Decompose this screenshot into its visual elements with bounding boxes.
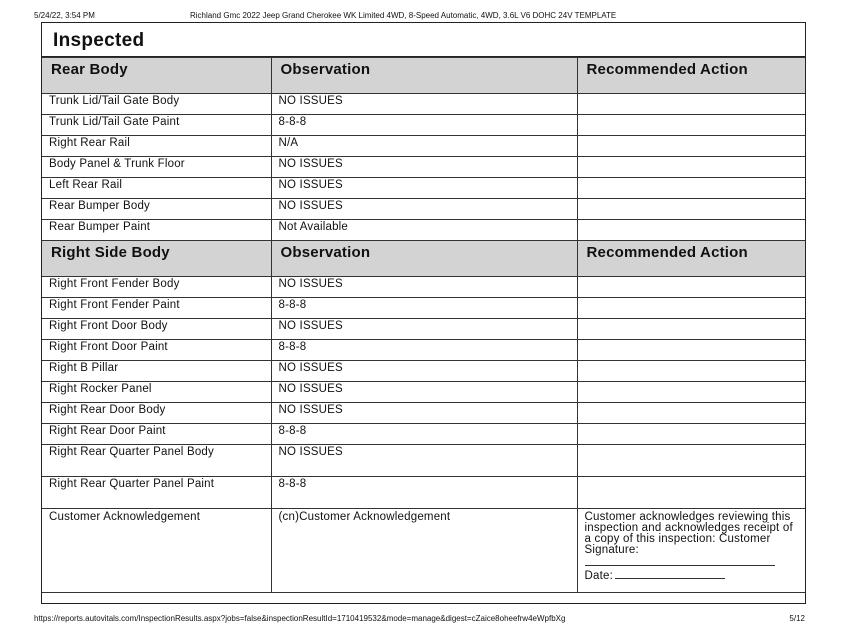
- table-row: [42, 157, 805, 178]
- observation-cell: 8-8-8: [271, 477, 577, 509]
- table-row: [42, 136, 805, 157]
- column-header-item: Rear Body: [42, 58, 271, 94]
- inspection-frame: [41, 22, 806, 604]
- observation-cell: 8-8-8: [271, 298, 577, 319]
- print-footer: [34, 614, 805, 624]
- item-cell: Right Front Fender Paint: [42, 298, 271, 319]
- action-cell: [577, 382, 805, 403]
- observation-cell: NO ISSUES: [271, 361, 577, 382]
- action-cell: [577, 136, 805, 157]
- action-cell: [577, 115, 805, 136]
- section-title: Inspected: [42, 23, 805, 57]
- print-title: Richland Gmc 2022 Jeep Grand Cherokee WK Limited 4WD, 8-Speed Automatic, 4WD, 3.6L V6 DOHC 24V TEMPLATE: [190, 11, 617, 20]
- observation-cell: NO ISSUES: [271, 319, 577, 340]
- item-cell: Right Rear Rail: [42, 136, 271, 157]
- observation-cell: NO ISSUES: [271, 382, 577, 403]
- item-cell: Right Rear Door Paint: [42, 424, 271, 445]
- item-cell: Right Rear Door Body: [42, 403, 271, 424]
- acknowledgement-observation: (cn)Customer Acknowledgement: [271, 509, 577, 593]
- observation-cell: Not Available: [271, 220, 577, 241]
- item-cell: Right Rear Quarter Panel Body: [42, 445, 271, 477]
- item-cell: Right Front Door Paint: [42, 340, 271, 361]
- item-cell: Body Panel & Trunk Floor: [42, 157, 271, 178]
- observation-cell: NO ISSUES: [271, 445, 577, 477]
- date-label: Date:: [584, 570, 613, 582]
- date-field[interactable]: [585, 571, 799, 582]
- table-row: [42, 115, 805, 136]
- action-cell: [577, 220, 805, 241]
- signature-line[interactable]: [585, 565, 775, 567]
- table-row: [42, 361, 805, 382]
- print-timestamp: 5/24/22, 3:54 PM: [34, 11, 95, 20]
- column-header-item: Right Side Body: [42, 241, 271, 277]
- acknowledgement-action: [577, 509, 805, 593]
- observation-cell: 8-8-8: [271, 424, 577, 445]
- item-cell: Right Rocker Panel: [42, 382, 271, 403]
- column-header-action: Recommended Action: [577, 241, 805, 277]
- action-cell: [577, 424, 805, 445]
- action-cell: [577, 157, 805, 178]
- table-row: [42, 424, 805, 445]
- inspection-table-body: [42, 58, 805, 593]
- observation-cell: NO ISSUES: [271, 94, 577, 115]
- item-cell: Right Rear Quarter Panel Paint: [42, 477, 271, 509]
- table-row: [42, 445, 805, 477]
- observation-cell: NO ISSUES: [271, 403, 577, 424]
- action-cell: [577, 361, 805, 382]
- page-number: 5/12: [789, 614, 805, 623]
- item-cell: Right B Pillar: [42, 361, 271, 382]
- table-row: [42, 340, 805, 361]
- table-row: [42, 382, 805, 403]
- inspection-table: [42, 57, 805, 593]
- print-header: [34, 11, 805, 21]
- observation-cell: N/A: [271, 136, 577, 157]
- item-cell: Trunk Lid/Tail Gate Paint: [42, 115, 271, 136]
- action-cell: [577, 445, 805, 477]
- item-cell: Trunk Lid/Tail Gate Body: [42, 94, 271, 115]
- table-row: [42, 220, 805, 241]
- table-row: [42, 199, 805, 220]
- column-header-action: Recommended Action: [577, 58, 805, 94]
- column-header-observation: Observation: [271, 241, 577, 277]
- observation-cell: NO ISSUES: [271, 157, 577, 178]
- item-cell: Left Rear Rail: [42, 178, 271, 199]
- table-row: [42, 298, 805, 319]
- observation-cell: 8-8-8: [271, 115, 577, 136]
- action-cell: [577, 477, 805, 509]
- rear-body-header-row: [42, 58, 805, 94]
- column-header-observation: Observation: [271, 58, 577, 94]
- action-cell: [577, 319, 805, 340]
- action-cell: [577, 94, 805, 115]
- right-side-body-header-row: [42, 241, 805, 277]
- print-url[interactable]: https://reports.autovitals.com/InspectionResults.aspx?jobs=false&inspectionResultId=1710419532&mode=manage&digest=cZaice8oheefrw4eWpfbXg: [34, 614, 566, 623]
- table-row: [42, 477, 805, 509]
- table-row: [42, 178, 805, 199]
- item-cell: Right Front Door Body: [42, 319, 271, 340]
- action-cell: [577, 277, 805, 298]
- observation-cell: NO ISSUES: [271, 178, 577, 199]
- table-row: [42, 277, 805, 298]
- acknowledgement-row: [42, 509, 805, 593]
- item-cell: Rear Bumper Paint: [42, 220, 271, 241]
- action-cell: [577, 199, 805, 220]
- action-cell: [577, 340, 805, 361]
- observation-cell: NO ISSUES: [271, 277, 577, 298]
- item-cell: Rear Bumper Body: [42, 199, 271, 220]
- acknowledgement-item: Customer Acknowledgement: [42, 509, 271, 593]
- observation-cell: NO ISSUES: [271, 199, 577, 220]
- action-cell: [577, 178, 805, 199]
- table-row: [42, 94, 805, 115]
- action-cell: [577, 298, 805, 319]
- action-cell: [577, 403, 805, 424]
- table-row: [42, 403, 805, 424]
- table-row: [42, 319, 805, 340]
- date-blank[interactable]: [615, 578, 725, 579]
- observation-cell: 8-8-8: [271, 340, 577, 361]
- acknowledgement-statement: Customer acknowledges reviewing this inspection and acknowledges receipt of a copy of this inspection: Customer Signature:: [584, 511, 793, 556]
- item-cell: Right Front Fender Body: [42, 277, 271, 298]
